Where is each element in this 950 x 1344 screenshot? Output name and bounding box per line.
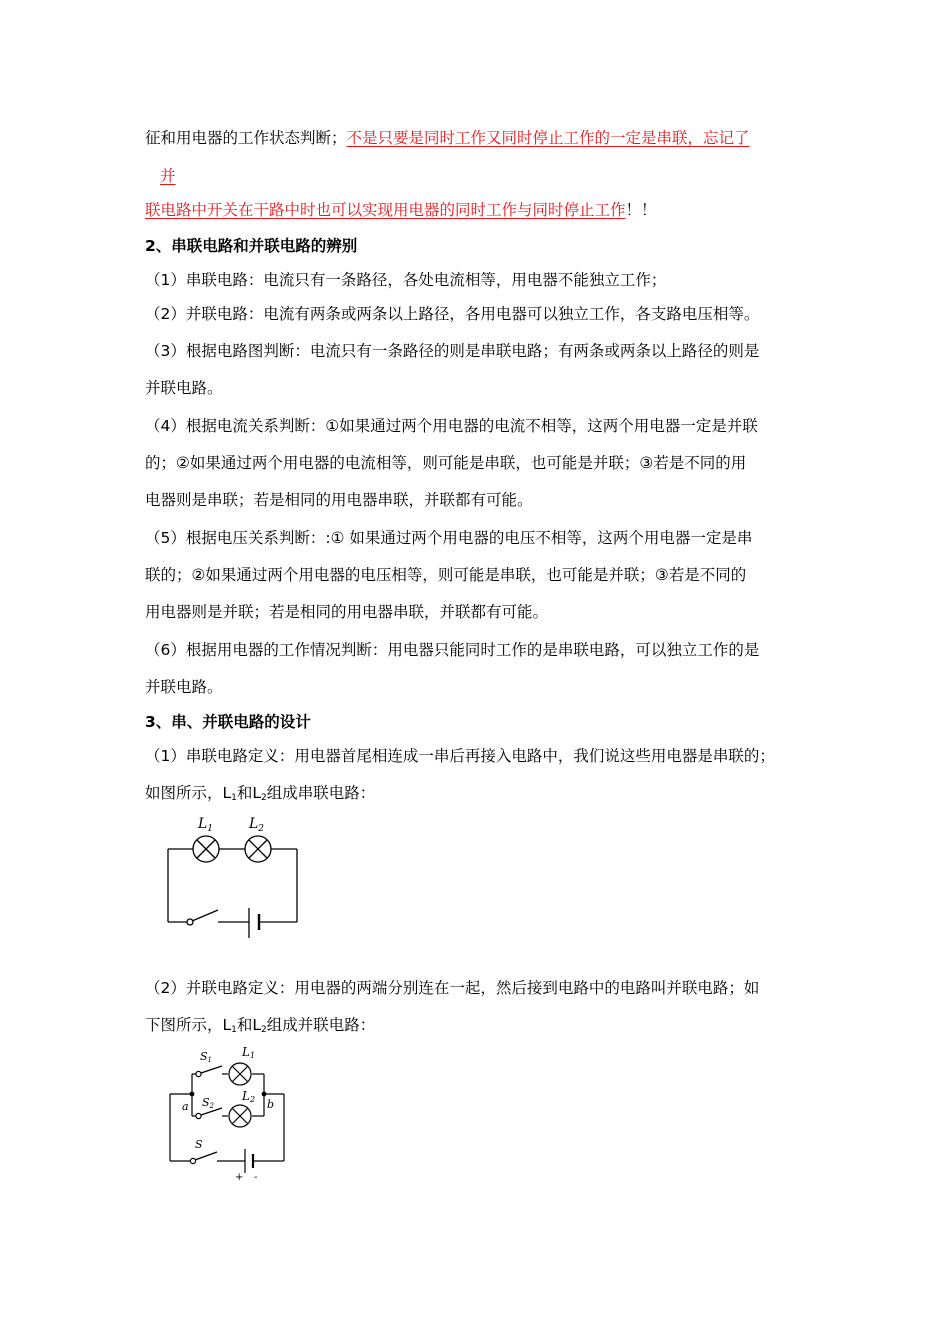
section-2-item-6b: 并联电路。	[145, 678, 223, 696]
label-node-a: a	[182, 1100, 189, 1113]
text-segment: 和L	[236, 784, 262, 802]
lamp-l2-icon	[245, 836, 271, 862]
subscript: 2	[261, 793, 267, 803]
parallel-circuit-diagram	[160, 1040, 300, 1183]
section-2-item-3b: 并联电路。	[145, 379, 223, 397]
section-3-item-1a: （1）串联电路定义：用电器首尾相连成一串后再接入电路中，我们说这些用电器是串联的；	[145, 747, 775, 765]
text-segment: 和L	[236, 1016, 262, 1034]
subscript: 1	[231, 793, 237, 803]
label-minus: -	[254, 1172, 258, 1183]
series-circuit-diagram	[160, 812, 320, 942]
section-3-item-2a: （2）并联电路定义：用电器的两端分别连在一起，然后接到电路中的电路叫并联电路；如	[145, 979, 760, 997]
label-l1: $L_1$	[198, 816, 214, 834]
label-s2: S2	[202, 1096, 215, 1110]
text-segment: 组成并联电路：	[266, 1016, 376, 1034]
section-2-heading: 2、串联电路和并联电路的辨别	[145, 237, 358, 255]
text-segment: 如图所示，L	[145, 784, 232, 802]
section-2-item-2: （2）并联电路：电流有两条或两条以上路径，各用电器可以独立工作，各支路电压相等。	[145, 305, 760, 323]
label-node-b: b	[267, 1098, 275, 1111]
para1-tail: ！！	[625, 201, 657, 219]
node-b-dot	[262, 1092, 267, 1097]
section-2-item-4c: 电器则是串联；若是相同的用电器串联，并联都有可能。	[145, 491, 533, 509]
section-2-item-3a: （3）根据电路图判断：电流只有一条路径的则是串联电路；有两条或两条以上路径的则是	[145, 342, 760, 360]
section-2-item-5c: 用电器则是并联；若是相同的用电器串联，并联都有可能。	[145, 603, 549, 621]
lamp-l2-icon	[222, 1105, 251, 1127]
node-a-dot	[190, 1092, 195, 1097]
para1-warning-b: 并	[160, 167, 176, 185]
lamp-l1-icon	[222, 1063, 251, 1085]
label-s1: S1	[200, 1050, 213, 1064]
section-3-item-1b	[145, 783, 375, 808]
section-2-item-4b: 的；②如果通过两个用电器的电流相等，则可能是串联，也可能是并联；③若是不同的用	[145, 454, 747, 472]
section-2-item-5a: （5）根据电压关系判断：:① 如果通过两个用电器的电压不相等，这两个用电器一定是串	[145, 529, 753, 547]
paragraph-1-line-1	[145, 128, 750, 148]
label-s: S	[195, 1138, 203, 1151]
section-3-heading: 3、串、并联电路的设计	[145, 713, 311, 731]
paragraph-1-line-3	[145, 200, 657, 220]
label-l2: L2	[242, 1089, 256, 1104]
para1-lead: 征和用电器的工作状态判断；	[145, 129, 347, 147]
text-segment: 组成串联电路：	[266, 784, 376, 802]
label-plus: +	[235, 1172, 244, 1183]
section-2-item-6a: （6）根据用电器的工作情况判断：用电器只能同时工作的是串联电路，可以独立工作的是	[145, 641, 760, 659]
text-segment: 下图所示，L	[145, 1016, 232, 1034]
paragraph-1-line-2	[160, 166, 176, 186]
section-2-item-1: （1）串联电路：电流只有一条路径，各处电流相等，用电器不能独立工作；	[145, 271, 667, 289]
lamp-l1-icon	[193, 836, 219, 862]
section-3-item-2b	[145, 1015, 375, 1040]
para1-warning-c: 联电路中开关在干路中时也可以实现用电器的同时工作与同时停止工作	[145, 201, 626, 219]
label-l2: $L_2$	[249, 816, 265, 834]
para1-warning-a: 不是只要是同时工作又同时停止工作的一定是串联，忘记了	[346, 129, 750, 147]
subscript: 2	[261, 1025, 267, 1035]
section-2-item-4a: （4）根据电流关系判断：①如果通过两个用电器的电流不相等，这两个用电器一定是并联	[145, 417, 758, 435]
section-2-item-5b: 联的；②如果通过两个用电器的电压相等，则可能是串联，也可能是并联；③若是不同的	[145, 566, 747, 584]
label-l1: L1	[242, 1045, 256, 1060]
subscript: 1	[231, 1025, 237, 1035]
